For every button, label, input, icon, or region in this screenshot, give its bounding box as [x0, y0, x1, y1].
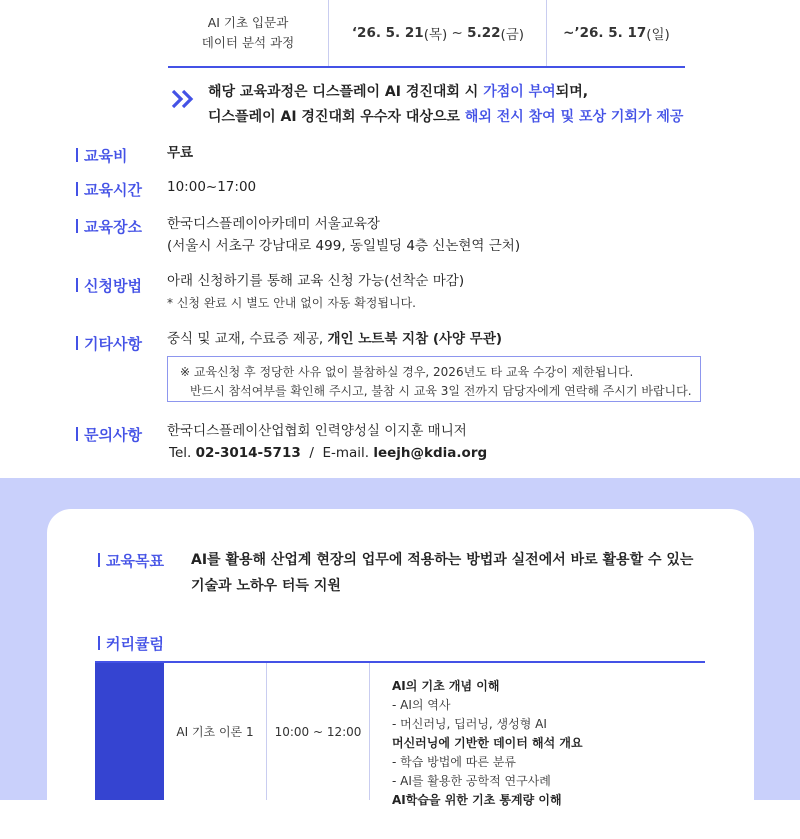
curriculum-module: AI 기초 이론 1: [164, 663, 267, 800]
place-value: [167, 213, 520, 257]
apply-label: 신청방법: [76, 275, 142, 296]
curriculum-subtopic: - 머신러닝, 딥러닝, 생성형 AI: [392, 717, 547, 731]
application-deadline-cell: [546, 0, 686, 66]
notice-line2: [208, 105, 683, 130]
fee-label: 교육비: [76, 145, 127, 166]
period-separator: ~: [447, 25, 468, 41]
period-start-day: (목): [423, 27, 448, 43]
notice-line1-highlight: 가점이 부여: [483, 84, 556, 100]
apply-line2: * 신청 완료 시 별도 안내 없이 자동 확정됩니다.: [167, 296, 416, 310]
apply-value: [167, 270, 464, 314]
notice-line1-end: 되며,: [555, 84, 589, 100]
curriculum-topic: AI학습을 위한 기초 통계량 이해: [392, 793, 562, 807]
curriculum-topic: AI의 기초 개념 이해: [392, 679, 500, 693]
place-line1: 한국디스플레이아카데미 서울교육장: [167, 216, 380, 232]
goal-line1: AI를 활용해 산업계 현장의 업무에 적용하는 방법과 실전에서 바로 활용할 수 있는: [191, 552, 694, 568]
curriculum-time: 10:00 ~ 12:00: [267, 663, 370, 800]
course-name-line2: 데이터 분석 과정: [201, 35, 295, 50]
schedule-row: [168, 0, 685, 68]
course-name-line1: AI 기초 입문과: [207, 15, 289, 30]
goal-label: 교육목표: [98, 550, 164, 571]
notice-line1-text: 해당 교육과정은 디스플레이 AI 경진대회 시: [208, 84, 484, 100]
notice-line2-text: 디스플레이 AI 경진대회 우수자 대상으로: [208, 109, 465, 125]
fee-value: 무료: [167, 145, 194, 161]
goal-line2: 기술과 노하우 터득 지원: [191, 578, 341, 594]
course-period-cell: [328, 0, 547, 66]
period-end: 5.22: [467, 25, 501, 41]
deadline-date: ~’26. 5. 17: [563, 25, 647, 41]
period-end-day: (금): [500, 27, 525, 43]
course-name-cell: [168, 0, 328, 66]
curriculum-subtopic: - AI의 역사: [392, 698, 451, 712]
period-start: ‘26. 5. 21: [351, 25, 424, 41]
curriculum-subtopic: - AI를 활용한 공학적 연구사례: [392, 774, 551, 788]
contact-line1: 한국디스플레이산업협회 인력양성실 이지훈 매니저: [167, 423, 467, 439]
tel-prefix: Tel.: [169, 445, 196, 461]
email-prefix: / E-mail.: [300, 445, 374, 461]
goal-text: [191, 547, 693, 599]
email-address[interactable]: leejh@kdia.org: [373, 445, 488, 461]
curriculum-label: 커리큘럼: [98, 633, 164, 654]
apply-line1: 아래 신청하기를 통해 교육 신청 가능(선착순 마감): [167, 273, 465, 289]
etc-value-bold: 개인 노트북 지참 (사양 무관): [327, 331, 503, 347]
tel-number[interactable]: 02-3014-5713: [195, 445, 301, 461]
notice-line2-highlight: 해외 전시 참여 및 포상 기회가 제공: [464, 109, 684, 125]
deadline-day: (일): [646, 27, 670, 43]
contact-value: [167, 420, 487, 464]
etc-value-text: 중식 및 교재, 수료증 제공,: [167, 331, 328, 347]
place-label: 교육장소: [76, 216, 142, 237]
note-line1: ※ 교육신청 후 정당한 사유 없이 불참하실 경우, 2026년도 타 교육 수강이 제한됩니다.: [180, 365, 634, 379]
notice-line1: [208, 80, 683, 105]
etc-value: [167, 328, 502, 350]
cancellation-note-box: [167, 356, 701, 402]
curriculum-topic: 머신러닝에 기반한 데이터 해석 개요: [392, 736, 583, 750]
time-label: 교육시간: [76, 179, 142, 200]
double-chevron-right-icon: [170, 88, 196, 110]
curriculum-day-column: [95, 663, 164, 800]
curriculum-subtopic: - 학습 방법에 따른 분류: [392, 755, 516, 769]
curriculum-content: [392, 677, 583, 810]
place-line2: (서울시 서초구 강남대로 499, 동일빌딩 4층 신논현역 근처): [167, 238, 521, 254]
contact-label: 문의사항: [76, 424, 142, 445]
etc-label: 기타사항: [76, 333, 142, 354]
time-value: 10:00~17:00: [167, 179, 257, 195]
note-line2: 반드시 참석여부를 확인해 주시고, 불참 시 교육 3일 전까지 담당자에게 연락해 주시기 바랍니다.: [190, 384, 692, 398]
